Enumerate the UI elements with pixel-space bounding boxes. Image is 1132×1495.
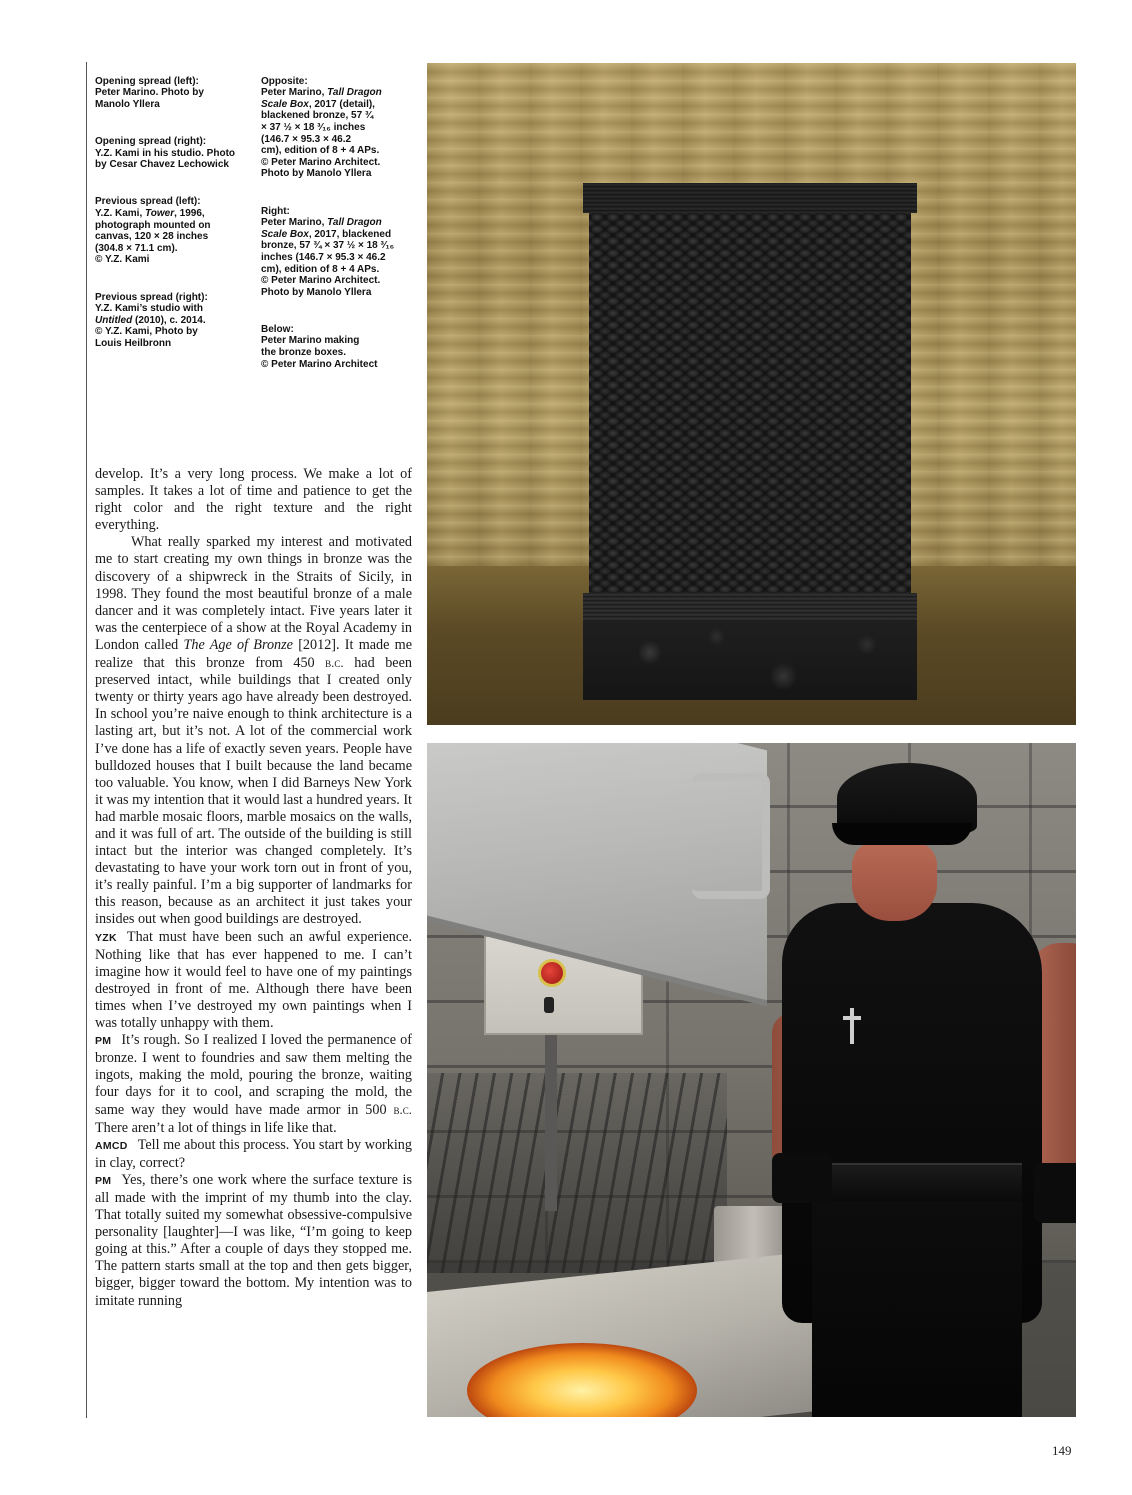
interview-turn: AMCD Tell me about this process. You start by working in clay, correct? [95, 1136, 412, 1171]
photo-dragon-scale-box [427, 63, 1076, 725]
caption-title: Previous spread (left): [95, 196, 201, 208]
speaker-label: AMCD [95, 1139, 128, 1152]
column-rule [86, 62, 87, 1418]
interview-turn: PM Yes, there’s one work where the surface texture is all made with the imprint of my thumb into the clay. That totally suited my somewhat obsessive-compulsive personality [laughter]—I was like, “I’m going to keep going at this.” After a couple of days they stopped me. The pattern starts small at the top and then gets bigger, bigger, bigger toward the bottom. My intention was to imitate running [95, 1171, 412, 1309]
cross-pendant [850, 1008, 854, 1044]
caption [95, 185, 245, 266]
man-figure [772, 763, 1076, 1417]
caption [261, 194, 411, 298]
caption [261, 64, 411, 180]
page-number: 149 [1052, 1443, 1072, 1458]
caption-title: Right: [261, 205, 290, 217]
caption [95, 280, 245, 350]
photo-foundry [427, 743, 1076, 1417]
captions-left-column [95, 64, 245, 363]
caption-body: Y.Z. Kami in his studio. Photo by Cesar Chavez Lechowick [95, 147, 236, 171]
speaker-label: PM [95, 1035, 112, 1048]
article-body [95, 466, 412, 1310]
wrist-cuff [772, 1153, 832, 1203]
caption-title: Previous spread (right): [95, 291, 208, 303]
paragraph: develop. It’s a very long process. We make a lot of samples. It takes a lot of time and patience to get the right color and the right texture and the right everything. [95, 466, 412, 534]
photo-captions [95, 64, 415, 370]
box-band [583, 593, 917, 621]
caption-body: Peter Marino. Photo by Manolo Yllera [95, 87, 204, 110]
cap-visor [832, 823, 972, 845]
caption-body: Y.Z. Kami, Tower, 1996, photograph mounted on canvas, 120 × 28 inches (304.8 × 71.1 cm). © Y.Z. Kami [95, 207, 211, 266]
caption-title: Opening spread (right): [95, 135, 207, 147]
caption-body: Peter Marino, Tall Dragon Scale Box, 2017 (detail), blackened bronze, 57 ¾ × 37 ½ × 18 ³⁄₁₆ inches (146.7 × 95.3 × 46.2 cm), edition of 8 + 4 APs. © Peter Marino Architect. Photo by Manolo Yllera [261, 87, 382, 180]
speaker-label: YZK [95, 931, 117, 944]
captions-right-column [261, 64, 411, 384]
caption [95, 64, 245, 110]
switch-knob [544, 997, 554, 1013]
interview-turn: PM It’s rough. So I realized I loved the permanence of bronze. I went to foundries and saw them melting the ingots, making the mold, pouring the bronze, waiting four days for it to cool, and scraping the mold, the same way they would have made armor in 500 b.c. There aren’t a lot of things in life like that. [95, 1032, 412, 1136]
wrist-cuff [1034, 1163, 1076, 1223]
leather-pants [812, 1199, 1022, 1417]
bronze-box [583, 183, 917, 700]
face [852, 841, 937, 921]
caption [261, 312, 411, 370]
caption-body: Peter Marino, Tall Dragon Scale Box, 2017, blackened bronze, 57 ¾ × 37 ½ × 18 ³⁄₁₆ inches (146.7 × 95.3 × 46.2 cm), edition of 8 + 4 APs. © Peter Marino Architect. Photo by Manolo Yllera [261, 217, 395, 298]
caption-title: Opposite: [261, 75, 308, 87]
caption-body: Peter Marino making the bronze boxes. © Peter Marino Architect [261, 335, 378, 370]
tools-rack [427, 1073, 727, 1273]
box-lid [583, 183, 917, 213]
caption-body: Y.Z. Kami’s studio with Untitled (2010), c. 2014. © Y.Z. Kami, Photo by Louis Heilbronn [95, 303, 206, 349]
caption-title: Opening spread (left): [95, 75, 199, 87]
caption [95, 124, 245, 170]
speaker-label: PM [95, 1174, 112, 1187]
belt [812, 1163, 1022, 1201]
box-base [583, 621, 917, 700]
caption-title: Below: [261, 323, 294, 335]
box-scale-pattern [589, 213, 911, 593]
emergency-button [538, 959, 566, 987]
hood-handle [692, 773, 770, 899]
interview-turn: YZK That must have been such an awful experience. Nothing like that has ever happened to me. I can’t imagine how it would feel to have one of my paintings destroyed in front of me. Although there have been times when I’ve destroyed my own paintings when I was totally unhappy with them. [95, 928, 412, 1031]
pipe [545, 1031, 557, 1211]
paragraph: What really sparked my interest and motivated me to start creating my own things in bronze was the discovery of a shipwreck in the Straits of Sicily, in 1998. They found the most beautiful bronze of a male dancer and it was completely intact. Five years later it was the centerpiece of a show at the Royal Academy in London called The Age of Bronze [2012]. It made me realize that this bronze from 450 b.c. had been preserved intact, while buildings that I created only twenty or thirty years ago have already been destroyed. In school you’re naive enough to think architecture is a lasting art, but it’s not. A lot of the commercial work I’ve done has a life of exactly seven years. People have bulldozed houses that I built because the land became too valuable. You know, when I did Barneys New York it was my intention that it would last a hundred years. It had marble mosaic floors, marble mosaics on the walls, and it was full of art. The outside of the building is still intact but the interior was changed completely. It’s devastating to have your work torn out in front of you, it’s really painful. I’m a big supporter of landmarks for this reason, because as an architect it just takes your insides out when good buildings are destroyed. [95, 534, 412, 928]
